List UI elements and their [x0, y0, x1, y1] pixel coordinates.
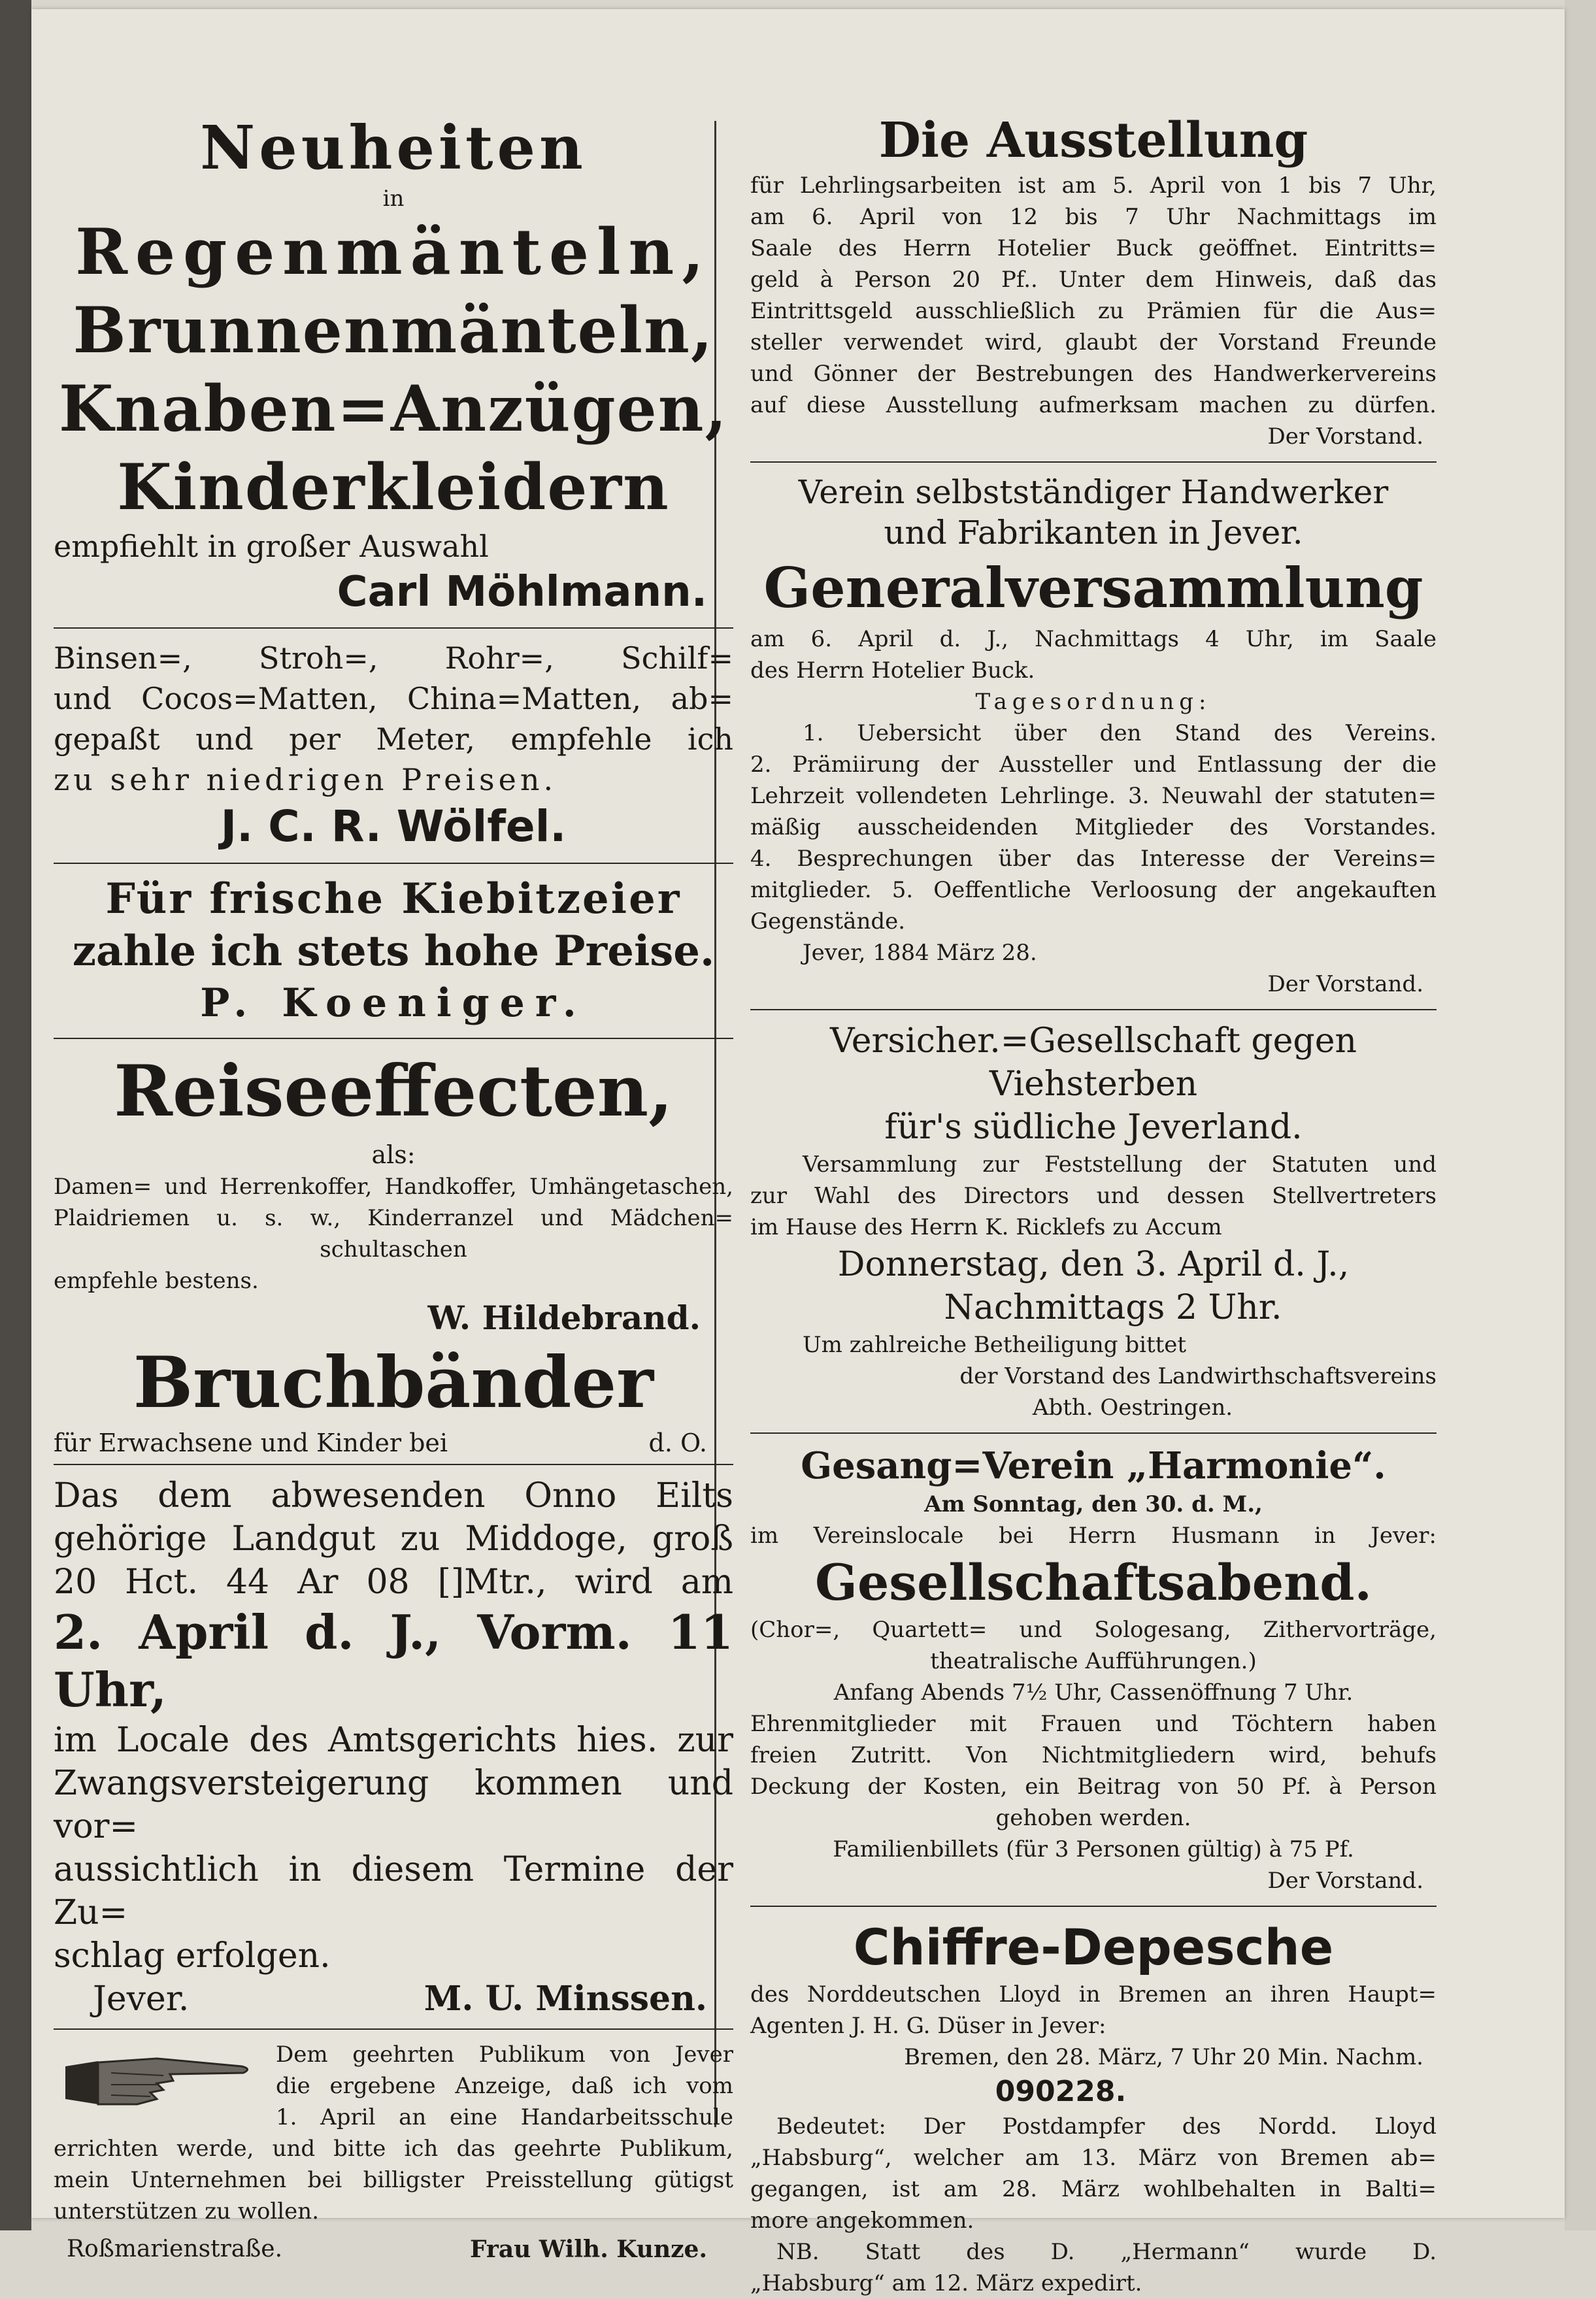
ad-text: Zwangsversteigerung kommen und vor=	[54, 1764, 733, 1846]
ad-text: im Vereinslocale bei Herrn Husmann in Jever:	[750, 1523, 1437, 1549]
ad-text: gehörige Landgut zu Middoge, groß	[54, 1519, 733, 1559]
ad-signer: Der Vorstand.	[1267, 1868, 1423, 1894]
ad-text: more angekommen.	[750, 2208, 974, 2234]
ad-text: aussichtlich in diesem Termine der Zu=	[54, 1850, 733, 1932]
ad-place: Roßmarienstraße.	[67, 2236, 283, 2262]
ad-signer: Der Vorstand.	[1267, 423, 1423, 450]
left-column	[54, 111, 733, 2268]
agenda-item: 1. Uebersicht über den Stand des Vereins.	[803, 720, 1437, 746]
ad-text: Bedeutet: Der Postdampfer des Nordd. Lloyd	[776, 2113, 1437, 2140]
ad-text: schultaschen	[320, 1236, 467, 1263]
agenda-item: Gegenstände.	[750, 908, 906, 934]
ad-gesang	[750, 1443, 1437, 1896]
ad-text: schlag erfolgen.	[54, 1936, 331, 1976]
ad-text: gehoben werden.	[995, 1805, 1191, 1831]
ad-item: Regenmänteln,	[75, 215, 712, 289]
section-rule	[54, 627, 733, 629]
ad-text: zahle ich stets hohe Preise.	[72, 927, 715, 976]
ad-landgut	[54, 1474, 733, 2021]
ad-text: mein Unternehmen bei billigster Preisstellung gütigst	[54, 2167, 733, 2193]
ad-text: unterstützen zu wollen.	[54, 2198, 320, 2225]
ad-signer: d. O.	[648, 1429, 707, 1457]
ad-text: und Gönner der Bestrebungen des Handwerkervereins	[750, 361, 1437, 387]
ad-matten	[54, 638, 733, 853]
ad-text: zu sehr niedrigen Preisen.	[54, 762, 557, 797]
ad-heading: Versicher.=Gesellschaft gegen Viehsterben	[830, 1021, 1357, 1104]
ad-text: errichten werde, und bitte ich das geehrte Publikum,	[54, 2136, 733, 2162]
ad-text: am 6. April d. J., Nachmittags 4 Uhr, im Saale	[750, 626, 1437, 652]
ad-ausstellung	[750, 111, 1437, 452]
ad-title: Die Ausstellung	[878, 112, 1308, 169]
ad-title: Gesang=Verein „Harmonie“.	[801, 1444, 1386, 1487]
ad-text: Deckung der Kosten, ein Beitrag von 50 Pf. à Person	[750, 1774, 1437, 1800]
ad-title: Generalversammlung	[763, 555, 1423, 620]
ad-text: 20 Hct. 44 Ar 08 []Mtr., wird am	[54, 1563, 733, 1602]
ad-kunze	[54, 2039, 733, 2268]
ad-heading: und Fabrikanten in Jever.	[884, 514, 1303, 552]
section-rule	[750, 1432, 1437, 1434]
ad-text: für Lehrlingsarbeiten ist am 5. April von 1 bis 7 Uhr,	[750, 173, 1437, 199]
ad-text: gepaßt und per Meter, empfehle ich	[54, 721, 733, 757]
ad-code: 090228.	[995, 2075, 1127, 2108]
ad-text: 1. April an eine Handarbeitsschule	[276, 2104, 733, 2130]
ad-text: Binsen=, Stroh=, Rohr=, Schilf=	[54, 640, 733, 676]
ad-text: als:	[371, 1140, 416, 1169]
ad-text: Anfang Abends 7½ Uhr, Cassenöffnung 7 Uhr.	[833, 1679, 1354, 1706]
ad-text: Versammlung zur Feststellung der Statuten und	[803, 1151, 1437, 1178]
ad-text: empfehle bestens.	[54, 1268, 259, 1294]
ad-text: in	[382, 186, 405, 212]
ad-text: im Hause des Herrn K. Ricklefs zu Accum	[750, 1214, 1222, 1240]
section-rule	[750, 461, 1437, 463]
ad-text: und Cocos=Matten, China=Matten, ab=	[54, 681, 733, 716]
ad-neuheiten	[54, 111, 733, 618]
ad-bruch	[54, 1340, 733, 1460]
ad-text: steller verwendet wird, glaubt der Vorstand Freunde	[750, 329, 1437, 356]
ad-text: „Habsburg“, welcher am 13. März von Bremen ab=	[750, 2145, 1437, 2171]
ad-text: freien Zutritt. Von Nichtmitgliedern wird, behufs	[750, 1742, 1437, 1768]
ad-signer: Der Vorstand.	[1267, 971, 1423, 997]
ad-text: Plaidriemen u. s. w., Kinderranzel und Mädchen=	[54, 1205, 733, 1231]
section-rule	[54, 863, 733, 864]
ad-signer: P. Koeniger.	[200, 980, 587, 1026]
ad-signer: J. C. R. Wölfel.	[220, 801, 567, 852]
section-rule	[54, 2028, 733, 2030]
ad-place: Jever.	[93, 1979, 190, 2019]
agenda-item: 4. Besprechungen über das Interesse der Vereins=	[750, 846, 1437, 872]
ad-text: zur Wahl des Directors und dessen Stellvertreters	[750, 1183, 1437, 1209]
ad-text: des Herrn Hotelier Buck.	[750, 657, 1035, 684]
ad-text: Ehrenmitglieder mit Frauen und Töchtern haben	[750, 1711, 1437, 1737]
ad-date: Bremen, den 28. März, 7 Uhr 20 Min. Nachm.	[904, 2044, 1423, 2070]
section-rule	[54, 1038, 733, 1039]
section-rule	[750, 1009, 1437, 1010]
ad-text: die ergebene Anzeige, daß ich vom	[276, 2073, 733, 2099]
ad-versicherung	[750, 1019, 1437, 1423]
ad-item: Knaben=Anzügen,	[59, 372, 728, 446]
agenda-item: mitglieder. 5. Oeffentliche Verloosung der angekauften	[750, 877, 1437, 903]
ad-text: Das dem abwesenden Onno Eilts	[54, 1476, 733, 1515]
ad-kiebitz	[54, 873, 733, 1029]
ad-title: Reiseeffecten,	[114, 1050, 673, 1133]
ad-title: Bruchbänder	[133, 1342, 654, 1424]
ad-heading: Verein selbstständiger Handwerker	[798, 473, 1389, 511]
ad-text: für Erwachsene und Kinder bei	[54, 1429, 448, 1457]
ad-text: NB. Statt des D. „Hermann“ wurde D.	[776, 2239, 1437, 2265]
ad-text: „Habsburg“ am 12. März expedirt.	[750, 2270, 1142, 2296]
ad-date: Nachmittags 2 Uhr.	[944, 1288, 1282, 1327]
ad-signer: der Vorstand des Landwirthschaftsvereins	[959, 1363, 1437, 1389]
agenda-item: 2. Prämiirung der Aussteller und Entlassung der die	[750, 752, 1437, 778]
ad-signer: Frau Wilh. Kunze.	[469, 2236, 707, 2263]
ad-reise	[54, 1048, 733, 1340]
ad-depesche	[750, 1916, 1437, 2299]
section-rule	[750, 1906, 1437, 1907]
ad-text: theatralische Aufführungen.)	[930, 1648, 1257, 1674]
ad-title: Neuheiten	[200, 112, 587, 183]
ad-item: Kinderkleidern	[117, 450, 670, 524]
agenda-item: Lehrzeit vollendeten Lehrlinge. 3. Neuwahl der statuten=	[750, 783, 1437, 809]
ad-text: im Locale des Amtsgerichts hies. zur	[54, 1721, 733, 1760]
ad-text: Agenten J. H. G. Düser in Jever:	[750, 2013, 1106, 2039]
ad-text: auf diese Ausstellung aufmerksam machen zu dürfen.	[750, 392, 1437, 418]
agenda-item: mäßig ausscheidenden Mitglieder des Vorstandes.	[750, 814, 1437, 840]
ad-text: (Chor=, Quartett= und Sologesang, Zithervorträge,	[750, 1617, 1437, 1643]
ad-label: Tagesordnung:	[975, 689, 1212, 715]
ad-item: Brunnenmänteln,	[73, 293, 714, 367]
section-rule	[54, 1464, 733, 1465]
ad-signer: Carl Möhlmann.	[337, 568, 707, 616]
ad-text: Saale des Herrn Hotelier Buck geöffnet. Eintritts=	[750, 235, 1437, 261]
ad-text: Für frische Kiebitzeier	[105, 874, 682, 923]
ad-text: gegangen, ist am 28. März wohlbehalten in Balti=	[750, 2176, 1437, 2202]
ad-text: geld à Person 20 Pf.. Unter dem Hinweis, daß das	[750, 267, 1437, 293]
ad-text: Um zahlreiche Betheiligung bittet	[803, 1332, 1187, 1358]
book-gutter	[0, 0, 31, 2230]
ad-signer: M. U. Minssen.	[424, 1979, 707, 2019]
scan-margin	[1565, 0, 1596, 2230]
right-column	[750, 111, 1437, 2299]
ad-signer: W. Hildebrand.	[427, 1298, 701, 1337]
ad-date: Donnerstag, den 3. April d. J.,	[837, 1245, 1350, 1284]
ad-text: Dem geehrten Publikum von Jever	[276, 2042, 733, 2068]
ad-title: Chiffre-Depesche	[853, 1918, 1334, 1976]
ad-signer: Abth. Oestringen.	[1032, 1395, 1233, 1421]
ad-text: Damen= und Herrenkoffer, Handkoffer, Umhängetaschen,	[54, 1174, 733, 1200]
ad-text: am 6. April von 12 bis 7 Uhr Nachmittags im	[750, 204, 1437, 230]
ad-date: Am Sonntag, den 30. d. M.,	[924, 1491, 1263, 1517]
ad-text: empfiehlt in großer Auswahl	[54, 529, 489, 564]
ad-date: Jever, 1884 März 28.	[803, 940, 1037, 966]
ad-date: 2. April d. J., Vorm. 11 Uhr,	[54, 1604, 733, 1717]
pointing-hand-icon	[59, 2047, 255, 2119]
ad-heading: für's südliche Jeverland.	[884, 1108, 1303, 1147]
ad-event: Gesellschaftsabend.	[815, 1553, 1372, 1612]
ad-text: Eintrittsgeld ausschließlich zu Prämien für die Aus=	[750, 298, 1437, 324]
ad-verein	[750, 472, 1437, 1000]
ad-text: des Norddeutschen Lloyd in Bremen an ihren Haupt=	[750, 1981, 1437, 2008]
ad-text: Familienbillets (für 3 Personen gültig) à 75 Pf.	[833, 1836, 1354, 1862]
